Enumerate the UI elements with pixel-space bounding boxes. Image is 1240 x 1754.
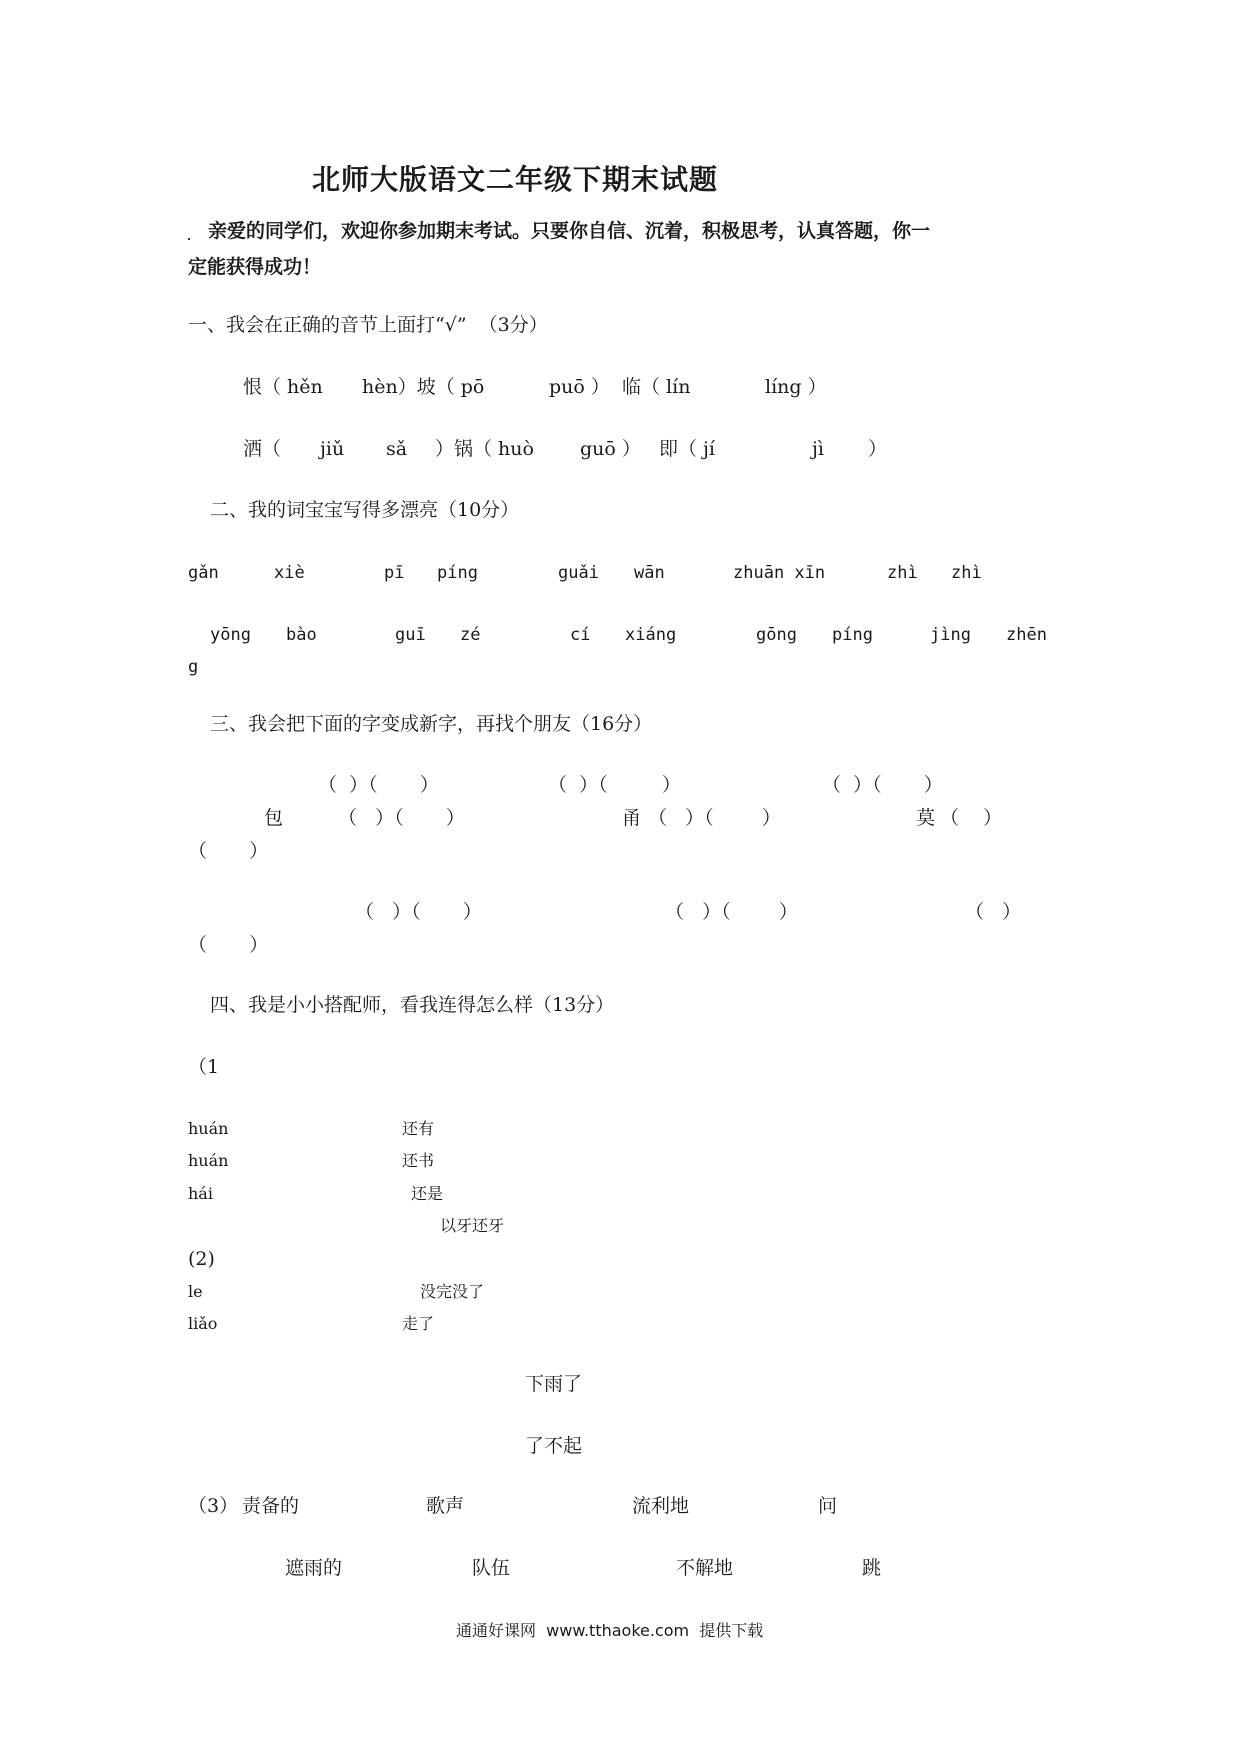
s1-row2-item: 即（ jí [659,438,716,460]
part3-word: 流利地 [632,1495,690,1517]
part1-word: 以牙还牙 [440,1216,505,1235]
char-bao: 包 [264,807,284,829]
pinyin-word: jìng [930,625,971,645]
blank-parens: （ ） [940,807,1003,829]
part1-pinyin: huán [188,1119,229,1138]
pinyin-word: zhì [887,563,918,583]
part2-word: 走了 [402,1314,435,1333]
blank-parens: （ ）（ ） [338,807,465,829]
pinyin-word: zhēn [1006,625,1047,645]
pinyin-word: bào [286,625,317,645]
part1-pinyin: huán [188,1151,229,1170]
blank-parens: （ ）（ ） [822,774,943,796]
s1-row2-item: guō ） [580,438,641,460]
blank-parens: （ ）（ ） [648,807,781,829]
section4-heading: 四、我是小小搭配师，看我连得怎么样（13分） [210,994,615,1016]
char-mo: 莫 [916,807,936,829]
part3-word: 跳 [862,1557,882,1579]
part3-word: 不解地 [676,1557,734,1579]
pinyin-word: cí [570,625,591,645]
bullet-dot [188,238,190,240]
part3-word: 队伍 [472,1557,511,1579]
part2-pinyin: liǎo [188,1314,218,1333]
pinyin-word: xiè [274,563,305,583]
part1-label: （1 [188,1056,220,1078]
section1-heading: 一、我会在正确的音节上面打“√” （3分） [188,314,548,336]
s1-row2-item: jiǔ [320,438,345,460]
blank-parens: （ ）（ ） [355,901,482,923]
pinyin-word: zhuān xīn [733,563,826,583]
part1-word: 还有 [402,1119,435,1138]
char-yong: 甬 [622,807,642,829]
s1-row2-item: 洒（ [243,438,282,460]
part3-word: 遮雨的 [285,1557,343,1579]
part1-word: 还书 [402,1151,435,1170]
pinyin-word: píng [437,563,478,583]
part3-word: 责备的 [242,1495,300,1517]
blank-parens: （ ）（ ） [318,774,439,796]
part2-word: 了不起 [525,1435,583,1457]
section2-heading: 二、我的词宝宝写得多漂亮（10分） [210,499,520,521]
part3-word: 歌声 [426,1495,465,1517]
pinyin-word: pī [384,563,405,583]
pinyin-word: gōng [756,625,797,645]
blank-parens: （ ） [965,901,1022,923]
part3-word: 问 [818,1495,838,1517]
blank-parens: （ ）（ ） [665,901,798,923]
s1-row1-item: puō ） [549,376,610,398]
pinyin-word: wān [634,563,665,583]
pinyin-word: gǎn [188,563,219,583]
pinyin-word: yōng [210,625,251,645]
intro-line-2: 定能获得成功！ [188,256,322,278]
blank-parens: （ ） [188,934,269,956]
s1-row1-item: 临（ lín [622,376,691,398]
section3-heading: 三、我会把下面的字变成新字，再找个朋友（16分） [210,713,653,735]
part1-word: 还是 [411,1184,444,1203]
pinyin-word: guī [395,625,426,645]
s1-row2-item: ） [868,438,888,460]
pinyin-word: xiáng [625,625,677,645]
pinyin-word: guǎi [558,563,599,583]
s1-row1-item: 恨（ hěn [243,376,323,398]
blank-parens: （ ） [188,840,269,862]
s1-row2-item: ）锅（ huò [435,438,534,460]
part2-label: (2) [188,1248,215,1270]
part1-pinyin: hái [188,1184,213,1203]
s1-row2-item: sǎ [386,438,408,460]
part2-word: 没完没了 [420,1282,485,1301]
page-title: 北师大版语文二年级下期末试题 [312,163,719,196]
s1-row1-item: hèn）坡（ pō [362,376,485,398]
pinyin-word: píng [832,625,873,645]
intro-line-1: 亲爱的同学们，欢迎你参加期末考试。只要你自信、沉着，积极思考，认真答题，你一 [208,220,931,242]
s1-row1-item: líng ） [765,376,827,398]
pinyin-wrap: g [188,657,199,677]
part3-label: （3） [188,1495,239,1517]
part2-word: 下雨了 [525,1373,583,1395]
s1-row2-item: jì [812,438,824,460]
pinyin-word: zhì [951,563,982,583]
pinyin-word: zé [460,625,481,645]
blank-parens: （ ）（ ） [548,774,681,796]
part2-pinyin: le [188,1282,203,1301]
footer-text: 通通好课网 www.tthaoke.com 提供下载 [456,1621,764,1640]
